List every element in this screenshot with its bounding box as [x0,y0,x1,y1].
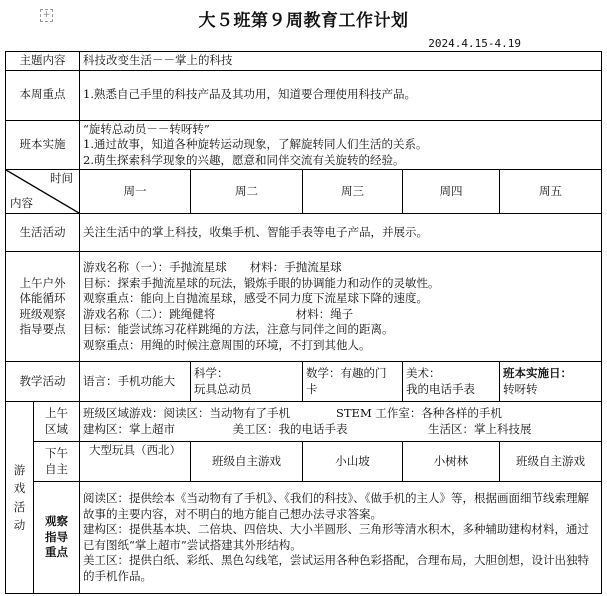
observe-label [34,482,80,594]
outdoor-line: 目标：能尝试练习花样跳绳的方法，注意与同伴之间的距离。 [83,322,394,337]
afternoon-tue: 班级自主游戏 [191,442,303,482]
teaching-text: 数学：有趣的门 [306,366,387,381]
game-label-char: 动 [13,517,26,532]
teaching-thu [403,362,500,402]
outdoor-line: 游戏名称（一）：手抛流星球 材料：手抛流星球 [83,260,342,275]
outdoor-value [80,252,602,362]
class-practice-line: “旋转总动员－－转呀转” [83,121,210,136]
corner-header-cell [6,170,80,214]
observe-label-line: 指导 [45,529,68,544]
focus-value: 1.熟悉自己手里的科技产品及其功用，知道要合理使用科技产品。 [80,70,602,120]
afternoon-row [6,442,602,482]
date-range: 2024.4.15-4.19 [428,37,521,50]
teaching-fri [500,362,602,402]
outdoor-label-line: 体能循环 [19,291,66,306]
morning-area-line: 班级区域游戏：阅读区：当动物有了手机 STEM 工作室：各种各样的手机 [83,406,502,421]
life-value: 关注生活中的掌上科技，收集手机、智能手表等电子产品，并展示。 [80,214,602,252]
afternoon-mon: 大型玩具（西北） [80,442,191,482]
day-header-fri: 周五 [500,170,602,214]
plan-table [5,51,602,594]
observe-label-line: 观察 [45,514,68,529]
observe-line: 阅读区：提供绘本《当动物有了手机》、《我们的科技》、《做手机的主人》等，根据画面细节线索理解故事的主要内容，对不明白的地方能自己想办法寻求答案。 [83,491,589,521]
class-practice-label: 班本实施 [6,120,80,170]
morning-label-line: 区域 [45,421,68,436]
class-practice-value [80,120,602,170]
outdoor-line: 游戏名称（二）：跳绳健将 材料：绳子 [83,306,354,321]
theme-value: 科技改变生活－－掌上的科技 [80,52,602,71]
observe-line: 美工区：提供白纸、彩纸、黑色勾线笔，尝试运用各种色彩搭配，合理布局，大胆创想，设计出独特的手机作品。 [83,553,589,583]
teaching-mon [80,362,191,402]
teaching-text: 卡 [306,381,318,396]
morning-label-line: 上午 [45,406,68,421]
table-move-handle-icon[interactable]: + [40,9,53,22]
corner-content-label: 内容 [10,195,33,210]
observe-value [80,482,602,594]
class-practice-line: 1.通过故事，知道各种旋转运动现象，了解旋转同人们生活的关系。 [83,137,428,152]
afternoon-label [34,442,80,482]
teaching-text: 语言：手机功能大 [83,373,175,388]
outdoor-line: 目标：探索手抛流星球的玩法，锻炼手眼的协调能力和动作的灵敏性。 [83,275,440,290]
teaching-text: 玩具总动员 [194,381,252,396]
game-label-char: 游 [13,462,26,477]
outdoor-row [6,252,602,362]
day-header-thu: 周四 [403,170,500,214]
outdoor-label-line: 班级观察 [19,306,66,321]
afternoon-wed: 小山坡 [303,442,403,482]
teaching-row [6,362,602,402]
day-header-mon: 周一 [80,170,191,214]
theme-row [6,52,602,71]
focus-row [6,70,602,120]
afternoon-label-line: 自主 [45,461,68,476]
teaching-text: 科学： [194,366,229,381]
weekday-header-row [6,170,602,214]
teaching-text: 美术： [406,366,441,381]
morning-area-row [6,402,602,442]
teaching-text: 我的电话手表 [406,381,475,396]
outdoor-line: 观察重点：用绳的时候注意周围的环境，不打到其他人。 [83,337,371,352]
game-activity-label [6,402,34,594]
focus-label: 本周重点 [6,70,80,120]
outdoor-label-line: 指导要点 [19,322,66,337]
observe-label-line: 重点 [45,545,68,560]
afternoon-thu: 小树林 [403,442,500,482]
game-label-char: 活 [13,499,26,514]
observe-row [6,482,602,594]
morning-area-label [34,402,80,442]
teaching-tue [191,362,303,402]
morning-area-value [80,402,602,442]
morning-area-line: 建构区：掌上超市 美工区：我的电话手表 生活区：掌上科技展 [83,421,532,436]
life-label: 生活活动 [6,214,80,252]
outdoor-label [6,252,80,362]
class-practice-line: 2.萌生探索科学现象的兴趣，愿意和同伴交流有关旋转的经验。 [83,152,405,167]
teaching-wed [303,362,403,402]
afternoon-label-line: 下午 [45,446,68,461]
teaching-label: 教学活动 [6,362,80,402]
afternoon-fri: 班级自主游戏 [500,442,602,482]
corner-time-label: 时间 [50,171,73,186]
observe-line: 建构区：提供基本块、二倍块、四倍块、大小半圆形、三角形等清水积木，多种辅助建构材料，通过已有图纸“掌上超市”尝试搭建其外形结构。 [83,522,589,552]
outdoor-line: 观察重点：能向上自抛流星球，感受不同力度下流星球下降的速度。 [83,291,428,306]
page-title: 大５班第９周教育工作计划 [198,11,409,31]
day-header-wed: 周三 [303,170,403,214]
class-practice-row [6,120,602,170]
life-row [6,214,602,252]
teaching-text: 班本实施日： [503,366,572,381]
teaching-text: 转呀转 [503,381,538,396]
game-label-char: 戏 [13,481,26,496]
outdoor-label-line: 上午户外 [19,275,66,290]
day-header-tue: 周二 [191,170,303,214]
theme-label: 主题内容 [6,52,80,71]
